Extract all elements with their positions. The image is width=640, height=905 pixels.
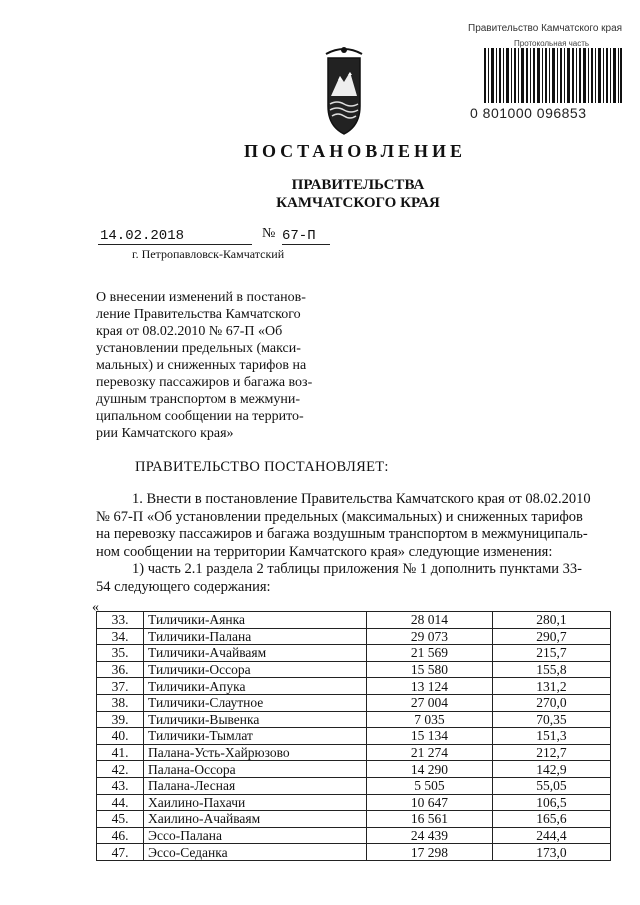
- route-cell: Тиличики-Аянка: [144, 612, 367, 629]
- row-number: 39.: [97, 711, 144, 728]
- tariff-cell: 27 004: [367, 694, 493, 711]
- subject-line: перевозку пассажиров и багажа воз-: [96, 375, 313, 390]
- kamchatka-emblem-icon: [322, 44, 366, 136]
- route-cell: Тиличики-Вывенка: [144, 711, 367, 728]
- table-row: [97, 777, 611, 794]
- route-cell: Тиличики-Оссора: [144, 661, 367, 678]
- route-cell: Хаилино-Ачайваям: [144, 811, 367, 828]
- subject-line: ципальном сообщении на террито-: [96, 409, 304, 424]
- table-row: [97, 844, 611, 861]
- tariff-cell: 16 561: [367, 811, 493, 828]
- paragraph-line: № 67-П «Об установлении предельных (максимальных) и сниженных тарифов: [96, 508, 583, 525]
- reduced-tariff-cell: 173,0: [492, 844, 610, 861]
- reduced-tariff-cell: 165,6: [492, 811, 610, 828]
- reduced-tariff-cell: 55,05: [492, 777, 610, 794]
- issuing-body-line: КАМЧАТСКОГО КРАЯ: [276, 195, 440, 211]
- subject-line: установлении предельных (макси-: [96, 341, 301, 356]
- tariff-cell: 13 124: [367, 678, 493, 695]
- tariff-cell: 24 439: [367, 827, 493, 844]
- barcode: [484, 48, 622, 103]
- paragraph-1: [96, 491, 611, 561]
- reduced-tariff-cell: 215,7: [492, 645, 610, 662]
- table-row: [97, 612, 611, 629]
- paragraph-line: на перевозку пассажиров и багажа воздушным транспортом в межмуниципаль-: [96, 526, 588, 542]
- route-cell: Тиличики-Апука: [144, 678, 367, 695]
- subject-line: душным транспортом в межмуни-: [96, 392, 301, 407]
- row-number: 34.: [97, 628, 144, 645]
- route-cell: Тиличики-Слаутное: [144, 694, 367, 711]
- row-number: 43.: [97, 777, 144, 794]
- table-row: [97, 761, 611, 778]
- table-row: [97, 628, 611, 645]
- document-city: г. Петропавловск-Камчатский: [132, 247, 285, 261]
- issuing-body: [258, 176, 458, 212]
- paragraph-line: ном сообщении на территории Камчатского края» следующие изменения:: [96, 543, 553, 560]
- table-row: [97, 744, 611, 761]
- route-cell: Тиличики-Тымлат: [144, 728, 367, 745]
- reduced-tariff-cell: 280,1: [492, 612, 610, 629]
- reduced-tariff-cell: 155,8: [492, 661, 610, 678]
- table-row: [97, 711, 611, 728]
- subject-line: рии Камчатского края»: [96, 426, 234, 441]
- table-row: [97, 827, 611, 844]
- route-cell: Хаилино-Пахачи: [144, 794, 367, 811]
- table-row: [97, 678, 611, 695]
- number-label: №: [262, 226, 276, 241]
- reduced-tariff-cell: 270,0: [492, 694, 610, 711]
- paragraph-2: [96, 561, 611, 596]
- issuing-body-line: ПРАВИТЕЛЬСТВА: [291, 177, 425, 193]
- document-type: ПОСТАНОВЛЕНИЕ: [243, 141, 467, 161]
- paragraph-line: 54 следующего содержания:: [96, 578, 271, 595]
- subject-line: мальных) и сниженных тарифов на: [96, 358, 307, 373]
- row-number: 36.: [97, 661, 144, 678]
- document-number: 67-П: [282, 228, 330, 245]
- table-row: [97, 728, 611, 745]
- row-number: 44.: [97, 794, 144, 811]
- row-number: 42.: [97, 761, 144, 778]
- row-number: 37.: [97, 678, 144, 695]
- reduced-tariff-cell: 290,7: [492, 628, 610, 645]
- tariff-cell: 17 298: [367, 844, 493, 861]
- row-number: 40.: [97, 728, 144, 745]
- tariff-cell: 14 290: [367, 761, 493, 778]
- tariff-cell: 21 274: [367, 744, 493, 761]
- document-date: 14.02.2018: [98, 228, 252, 245]
- reduced-tariff-cell: 244,4: [492, 827, 610, 844]
- reduced-tariff-cell: 106,5: [492, 794, 610, 811]
- table-row: [97, 694, 611, 711]
- row-number: 38.: [97, 694, 144, 711]
- route-cell: Палана-Усть-Хайрюзово: [144, 744, 367, 761]
- subject-line: О внесении изменений в постанов-: [96, 290, 306, 305]
- tariff-cell: 15 580: [367, 661, 493, 678]
- header-government: Правительство Камчатского края: [468, 23, 623, 34]
- tariff-cell: 5 505: [367, 777, 493, 794]
- route-cell: Палана-Лесная: [144, 777, 367, 794]
- reduced-tariff-cell: 131,2: [492, 678, 610, 695]
- tariff-cell: 7 035: [367, 711, 493, 728]
- subject-line: края от 08.02.2010 № 67-П «Об: [96, 324, 283, 339]
- route-cell: Эссо-Седанка: [144, 844, 367, 861]
- row-number: 45.: [97, 811, 144, 828]
- route-cell: Тиличики-Ачайваям: [144, 645, 367, 662]
- table-row: [97, 645, 611, 662]
- tariff-cell: 29 073: [367, 628, 493, 645]
- barcode-number: 0 801000 096853: [470, 105, 587, 121]
- tariff-table: [96, 611, 611, 861]
- reduced-tariff-cell: 212,7: [492, 744, 610, 761]
- table-row: [97, 661, 611, 678]
- tariff-cell: 28 014: [367, 612, 493, 629]
- header-section: Протокольная часть: [514, 39, 590, 48]
- reduced-tariff-cell: 142,9: [492, 761, 610, 778]
- table-row: [97, 794, 611, 811]
- route-cell: Тиличики-Палана: [144, 628, 367, 645]
- row-number: 46.: [97, 827, 144, 844]
- subject-line: ление Правительства Камчатского: [96, 307, 301, 322]
- tariff-cell: 21 569: [367, 645, 493, 662]
- reduced-tariff-cell: 151,3: [492, 728, 610, 745]
- route-cell: Палана-Оссора: [144, 761, 367, 778]
- document-subject: [96, 289, 336, 442]
- paragraph-line: 1) часть 2.1 раздела 2 таблицы приложения № 1 дополнить пунктами 33-: [132, 561, 582, 577]
- reduced-tariff-cell: 70,35: [492, 711, 610, 728]
- row-number: 41.: [97, 744, 144, 761]
- paragraph-line: 1. Внести в постановление Правительства Камчатского края от 08.02.2010: [132, 491, 591, 507]
- row-number: 47.: [97, 844, 144, 861]
- row-number: 33.: [97, 612, 144, 629]
- row-number: 35.: [97, 645, 144, 662]
- table-row: [97, 811, 611, 828]
- route-cell: Эссо-Палана: [144, 827, 367, 844]
- decree-heading: ПРАВИТЕЛЬСТВО ПОСТАНОВЛЯЕТ:: [135, 459, 389, 475]
- tariff-cell: 15 134: [367, 728, 493, 745]
- tariff-cell: 10 647: [367, 794, 493, 811]
- quote-open: «: [92, 600, 99, 615]
